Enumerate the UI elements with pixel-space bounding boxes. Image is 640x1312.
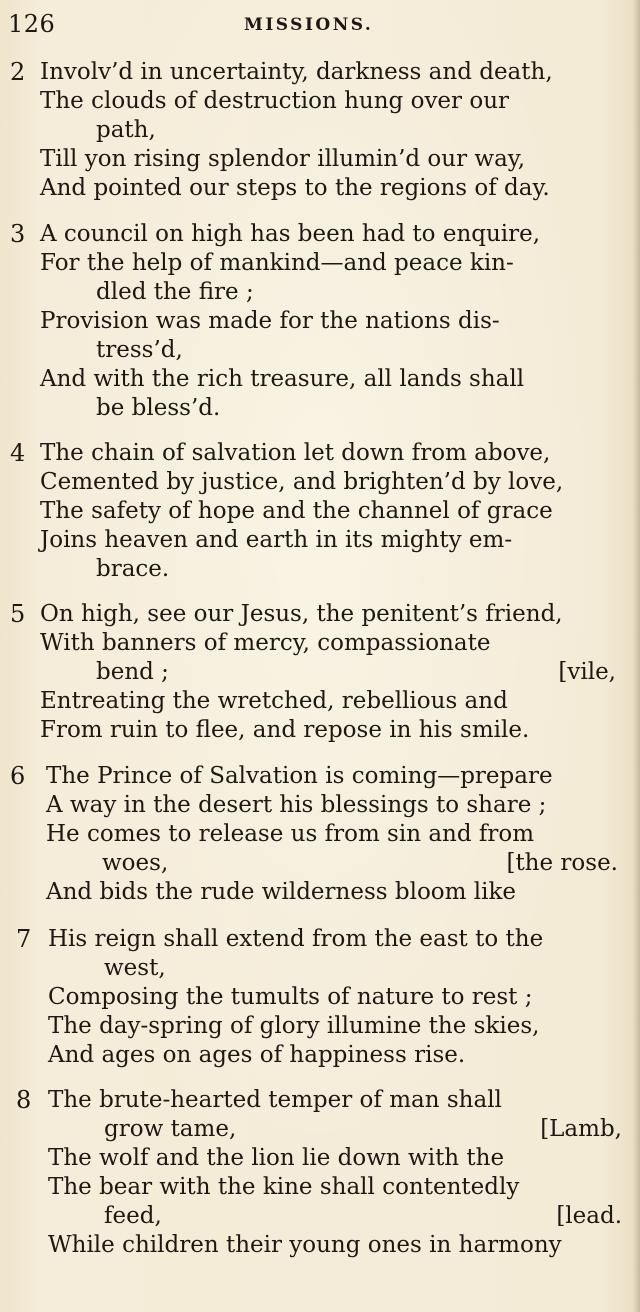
page-header — [6, 10, 626, 38]
verse-line: And ages on ages of happiness rise. — [48, 1042, 466, 1068]
verse-line-turnover: tress’d, — [96, 337, 183, 363]
stanza-number: 6 — [10, 762, 26, 790]
stanza-number: 4 — [10, 439, 26, 467]
verse-line: For the help of mankind—and peace kin- — [40, 250, 514, 276]
verse-line: Cemented by justice, and brighten’d by love, — [40, 469, 564, 495]
stanza-number: 7 — [16, 925, 32, 953]
stanza-number: 3 — [10, 220, 26, 248]
verse-line-turnover: dled the fire ; — [96, 279, 254, 305]
verse-line: The safety of hope and the channel of grace — [40, 498, 553, 524]
verse-line: The Prince of Salvation is coming—prepare — [46, 763, 553, 789]
verse-line-turnover: be bless’d. — [96, 395, 221, 421]
verse-line: Composing the tumults of nature to rest ; — [48, 984, 533, 1010]
verse-line: The brute-hearted temper of man shall — [48, 1087, 502, 1113]
turnover-text: woes, — [102, 850, 169, 876]
verse-line: Involv’d in uncertainty, darkness and death, — [40, 59, 553, 85]
verse-line: And with the rich treasure, all lands shall — [40, 366, 525, 392]
verse-line-turnover: brace. — [96, 556, 170, 582]
verse-line: The chain of salvation let down from above, — [40, 440, 551, 466]
bracketed-turnover: [the rose. — [506, 850, 618, 876]
verse-line: The bear with the kine shall contentedly — [48, 1174, 520, 1200]
page-edge-shadow — [633, 0, 640, 1312]
verse-line: From ruin to flee, and repose in his smile. — [40, 717, 530, 743]
turnover-text: bend ; — [96, 659, 169, 685]
verse-line: The wolf and the lion lie down with the — [48, 1145, 505, 1171]
verse-line: A way in the desert his blessings to share ; — [46, 792, 547, 818]
bracketed-turnover: [lead. — [556, 1203, 622, 1229]
verse-line-turnover: west, — [104, 955, 166, 981]
verse-line-turnover — [104, 1115, 622, 1144]
stanza-number: 2 — [10, 58, 26, 86]
verse-line: While children their young ones in harmony — [48, 1232, 562, 1258]
turnover-text: grow tame, — [104, 1116, 237, 1142]
verse-line: Entreating the wretched, rebellious and — [40, 688, 508, 714]
verse-line: The clouds of destruction hung over our — [40, 88, 510, 114]
verse-line-turnover — [102, 849, 618, 878]
stanza-number: 5 — [10, 600, 26, 628]
verse-line: He comes to release us from sin and from — [46, 821, 535, 847]
bracketed-turnover: [Lamb, — [540, 1116, 622, 1142]
verse-line-turnover — [104, 1202, 622, 1231]
verse-line: The day-spring of glory illumine the skies, — [48, 1013, 540, 1039]
verse-line: Joins heaven and earth in its mighty em- — [40, 527, 513, 553]
bracketed-turnover: [vile, — [558, 659, 616, 685]
stanza-number: 8 — [16, 1086, 32, 1114]
verse-line: A council on high has been had to enquire, — [40, 221, 541, 247]
verse-line: Till yon rising splendor illumin’d our way, — [40, 146, 526, 172]
verse-line-turnover: path, — [96, 117, 156, 143]
page-number: 126 — [8, 10, 56, 38]
verse-line-turnover — [96, 658, 616, 687]
running-title: MISSIONS. — [244, 15, 374, 35]
verse-line: And pointed our steps to the regions of day. — [40, 175, 550, 201]
turnover-text: feed, — [104, 1203, 162, 1229]
verse-line: With banners of mercy, compassionate — [40, 630, 491, 656]
verse-line: His reign shall extend from the east to the — [48, 926, 544, 952]
verse-line: Provision was made for the nations dis- — [40, 308, 500, 334]
verse-line: And bids the rude wilderness bloom like — [46, 879, 517, 905]
verse-line: On high, see our Jesus, the penitent’s friend, — [40, 601, 563, 627]
